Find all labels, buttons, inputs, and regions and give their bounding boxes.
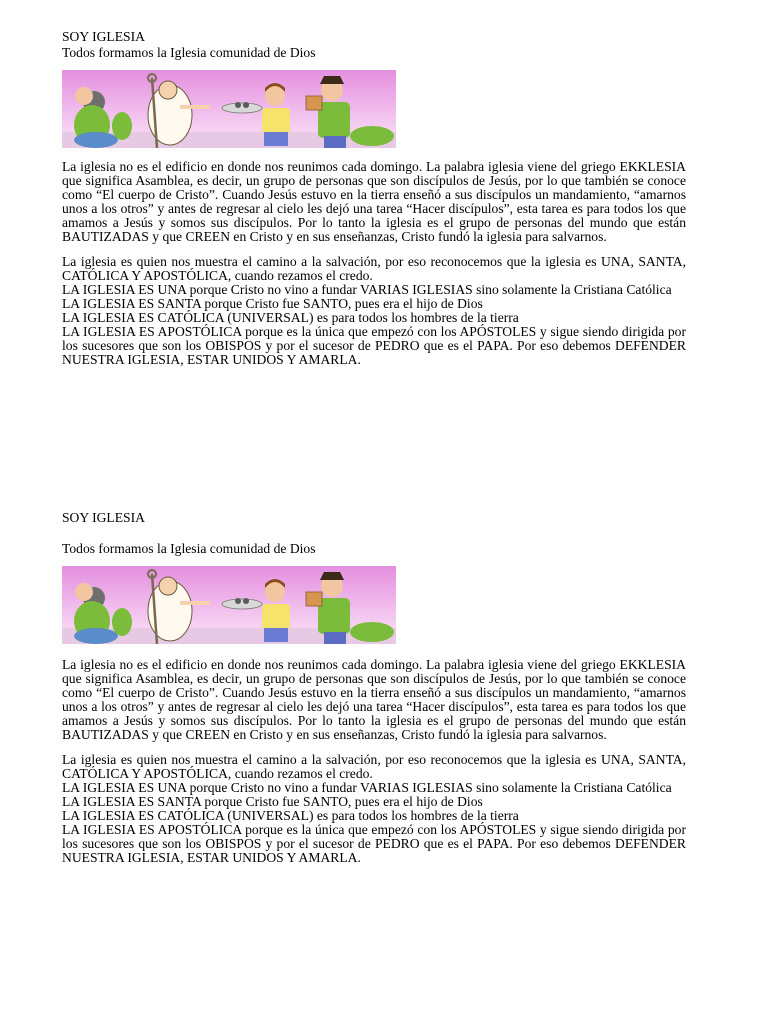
paragraph-salvation: La iglesia es quien nos muestra el camino a la salvación, por eso reconocemos que la iglesia es UNA, SANTA, CATÓLICA Y APOSTÓLICA, cuando rezamos el credo. — [62, 751, 686, 781]
paragraph-apostolica: LA IGLESIA ES APOSTÓLICA porque es la única que empezó con los APÓSTOLES y sigue siendo dirigida por los sucesores que son los OBISPOS y por el sucesor de PEDRO que es el PAPA. Por eso debemos DEFENDER NUESTRA IGLESIA, ESTAR UNIDOS Y AMARLA. — [62, 822, 686, 866]
paragraph-catolica: LA IGLESIA ES CATÓLICA (UNIVERSAL) es para todos los hombres de la tierra — [62, 807, 519, 823]
paragraph-intro: La iglesia no es el edificio en donde nos reunimos cada domingo. La palabra iglesia viene del griego EKKLESIA que significa Asamblea, es decir, un grupo de personas que son discípulos de Jesús, por lo que también se conoce como “El cuerpo de Cristo”. Cuando Jesús estuvo en la tierra enseñó a sus discípulos un mandamiento, “amarnos unos a los otros” y antes de regresar al cielo les dejó una tarea “Hacer discípulos”, esta tarea es para todos los que amamos a Jesús y somos sus discípulos. Por lo tanto la iglesia es el grupo de personas del mundo que están BAUTIZADAS y que CREEN en Cristo y en sus enseñanzas, Cristo fundó la iglesia para salvarnos. — [62, 159, 686, 245]
paragraph-santa: LA IGLESIA ES SANTA porque Cristo fue SANTO, pues era el hijo de Dios — [62, 295, 483, 311]
paragraph-salvation: La iglesia es quien nos muestra el camino a la salvación, por eso reconocemos que la iglesia es UNA, SANTA, CATÓLICA Y APOSTÓLICA, cuando rezamos el credo. — [62, 253, 686, 283]
section-2-title: SOY IGLESIA — [62, 510, 145, 525]
paragraph-intro: La iglesia no es el edificio en donde nos reunimos cada domingo. La palabra iglesia viene del griego EKKLESIA que significa Asamblea, es decir, un grupo de personas que son discípulos de Jesús, por lo que también se conoce como “El cuerpo de Cristo”. Cuando Jesús estuvo en la tierra enseñó a sus discípulos un mandamiento, “amarnos unos a los otros” y antes de regresar al cielo les dejó una tarea “Hacer discípulos”, esta tarea es para todos los que amamos a Jesús y somos sus discípulos. Por lo tanto la iglesia es el grupo de personas del mundo que están BAUTIZADAS y que CREEN en Cristo y en sus enseñanzas, Cristo fundó la iglesia para salvarnos. — [62, 657, 686, 743]
paragraph-una: LA IGLESIA ES UNA porque Cristo no vino a fundar VARIAS IGLESIAS sino solamente la Cristiana Católica — [62, 779, 672, 795]
section-1-subtitle: Todos formamos la Iglesia comunidad de Dios — [62, 45, 316, 60]
section-1-body — [62, 160, 686, 367]
illustration-image — [62, 566, 396, 644]
paragraph-apostolica: LA IGLESIA ES APOSTÓLICA porque es la única que empezó con los APÓSTOLES y sigue siendo dirigida por los sucesores que son los OBISPOS y por el sucesor de PEDRO que es el PAPA. Por eso debemos DEFENDER NUESTRA IGLESIA, ESTAR UNIDOS Y AMARLA. — [62, 324, 686, 368]
illustration-image — [62, 70, 396, 148]
section-2-body — [62, 658, 686, 865]
paragraph-una: LA IGLESIA ES UNA porque Cristo no vino a fundar VARIAS IGLESIAS sino solamente la Cristiana Católica — [62, 281, 672, 297]
section-1-title: SOY IGLESIA — [62, 29, 145, 44]
section-2-subtitle: Todos formamos la Iglesia comunidad de Dios — [62, 541, 316, 556]
paragraph-santa: LA IGLESIA ES SANTA porque Cristo fue SANTO, pues era el hijo de Dios — [62, 793, 483, 809]
paragraph-catolica: LA IGLESIA ES CATÓLICA (UNIVERSAL) es para todos los hombres de la tierra — [62, 309, 519, 325]
